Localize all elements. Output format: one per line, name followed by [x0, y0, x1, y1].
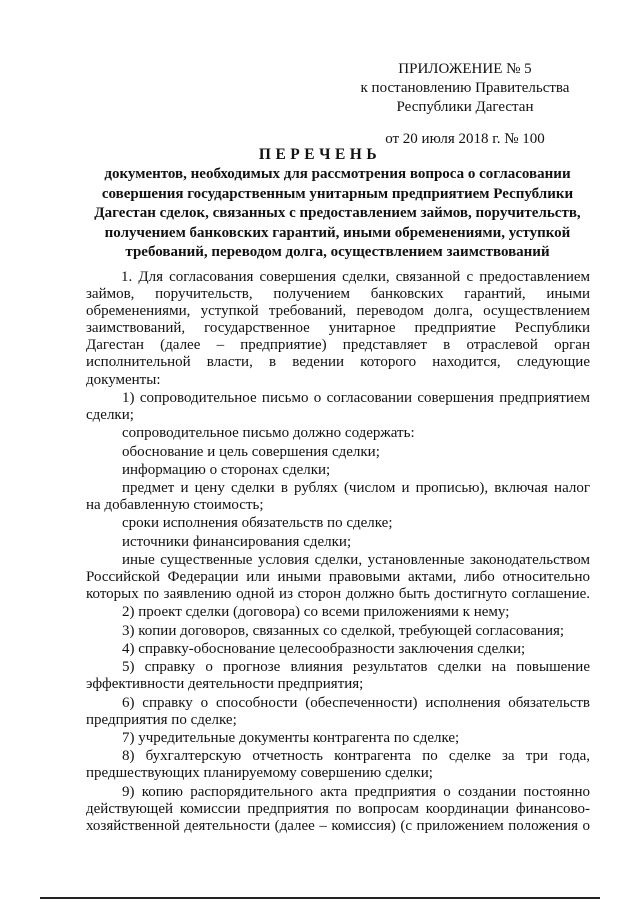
body-line: 4) справку-обоснование целесообразности заключения сделки; — [122, 641, 526, 658]
body-line: 6) справку о способности (обеспеченности) исполнения обязательств — [122, 694, 590, 711]
body-line: обоснование и цель совершения сделки; — [122, 443, 380, 460]
body-line: 1) сопроводительное письмо о согласовании совершения предприятием — [122, 389, 590, 406]
body-line: которых по заявлению одной из сторон должно быть достигнуто соглашение. — [86, 586, 590, 603]
body-line: 5) справку о прогнозе влияния результатов сделки на повышение — [122, 659, 590, 676]
body-line: Дагестан (далее – предприятие) представляет в отраслевой орган — [86, 337, 590, 354]
body-line: 9) копию распорядительного акта предприятия о создании постоянно — [122, 783, 590, 800]
body-line: сделки; — [86, 406, 134, 423]
body-line: обременениями, уступкой требований, переводом долга, осуществлением — [86, 303, 590, 320]
body-line: на добавленную стоимость; — [86, 497, 264, 514]
body-line: 7) учредительные документы контрагента по сделке; — [122, 730, 460, 747]
body-line: предмет и цену сделки в рублях (числом и прописью), включая налог — [122, 480, 590, 497]
body-line: действующей комиссии предприятия по вопросам координации финансово- — [86, 800, 590, 817]
body-line: 8) бухгалтерскую отчетность контрагента по сделке за три года, — [122, 748, 590, 765]
body-line: информацию о сторонах сделки; — [122, 461, 331, 478]
appendix-resolution: к постановлению Правительства — [360, 80, 570, 96]
body-line: предшествующих планируемому совершению сделки; — [86, 765, 433, 782]
body-line: сопроводительное письмо должно содержать: — [122, 425, 415, 442]
body-line: предприятия по сделке; — [86, 711, 237, 728]
subtitle-line: документов, необходимых для рассмотрения вопроса о согласовании — [104, 166, 571, 182]
page-bottom-edge — [40, 897, 600, 899]
subtitle-line: совершения государственным унитарным предприятием Республики — [101, 185, 574, 202]
appendix-header — [330, 60, 600, 149]
subtitle-line: получением банковских гарантий, иными обременениями, уступкой — [104, 224, 571, 241]
appendix-date: от 20 июля 2018 г. № 100 — [385, 131, 545, 147]
appendix-republic: Республики Дагестан — [396, 99, 534, 115]
body-line: 3) копии договоров, связанных со сделкой, требующей согласования; — [122, 622, 565, 639]
document-title: ПЕРЕЧЕНЬ — [258, 146, 382, 163]
body-line: заимствований, государственное унитарное предприятие Республики — [86, 320, 590, 337]
body-line: займов, поручительств, получением банковских гарантий, иными — [86, 286, 590, 303]
subtitle-line: Дагестан сделок, связанных с предоставлением займов, поручительств, — [94, 205, 581, 221]
body-line: исполнительной власти, в ведении которого находится, следующие — [86, 354, 590, 371]
body-line: документы: — [86, 371, 161, 388]
appendix-number: ПРИЛОЖЕНИЕ № 5 — [398, 61, 532, 77]
body-line: хозяйственной деятельности (далее – комиссия) (с приложением положения о — [86, 817, 590, 834]
body-line: 1. Для согласования совершения сделки, связанной с предоставлением — [121, 269, 590, 285]
body-line: иные существенные условия сделки, установленные законодательством — [122, 552, 590, 568]
document-subtitle — [85, 165, 590, 263]
body-line: 2) проект сделки (договора) со всеми приложениями к нему; — [122, 604, 510, 621]
body-line: эффективности деятельности предприятия; — [86, 676, 364, 693]
body-line: источники финансирования сделки; — [122, 533, 352, 550]
body-line: Российской Федерации или иными правовыми актами, либо относительно — [86, 569, 590, 586]
document-body — [86, 269, 590, 835]
subtitle-line: требований, переводом долга, осуществлением заимствований — [125, 244, 550, 260]
body-line: сроки исполнения обязательств по сделке; — [122, 515, 393, 532]
